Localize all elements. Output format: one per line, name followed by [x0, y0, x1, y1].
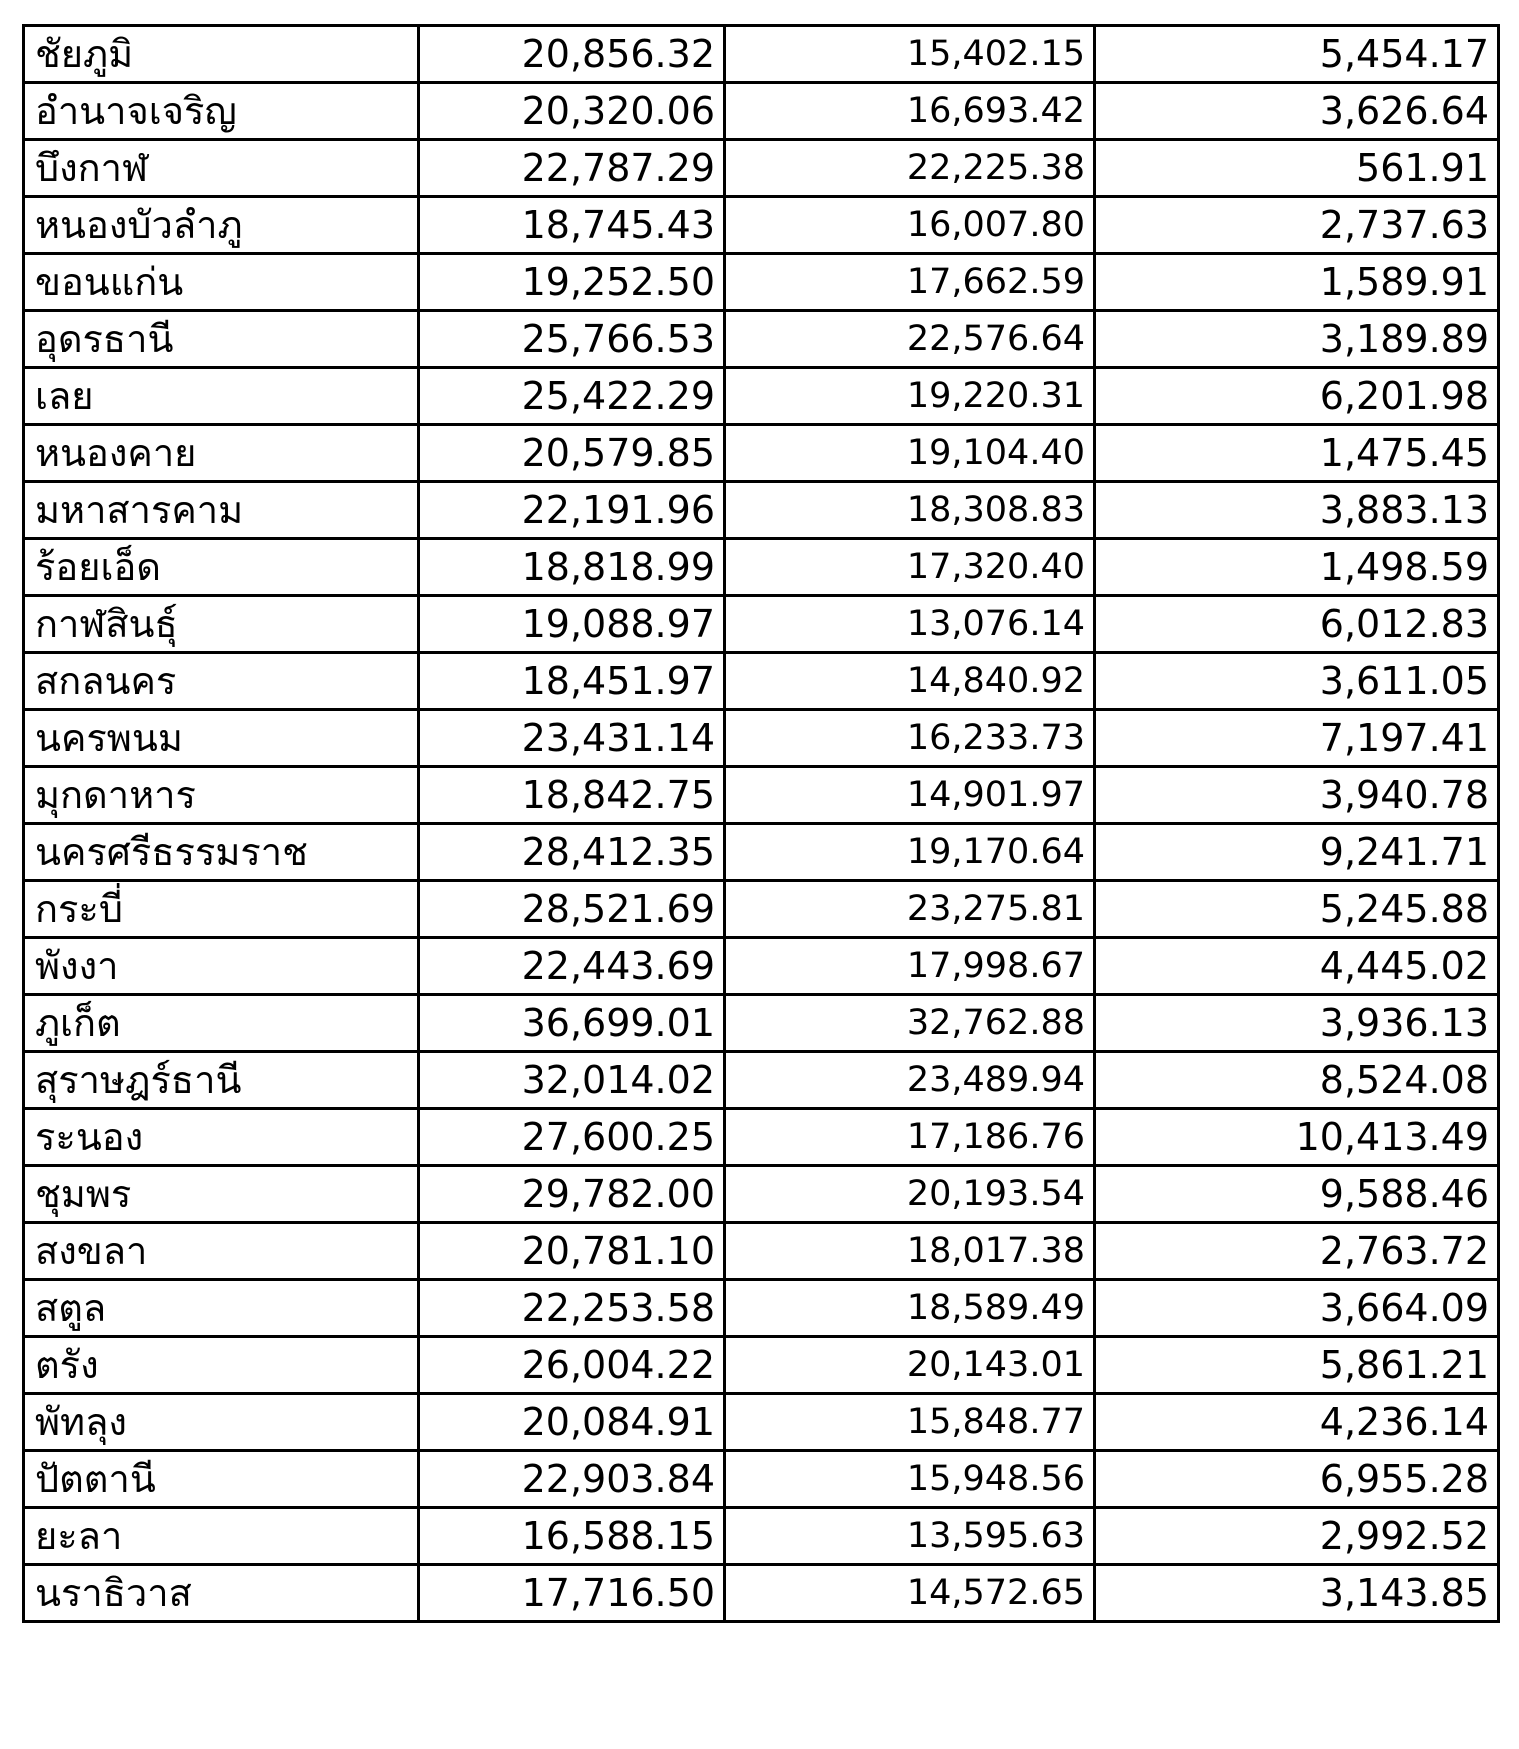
value-cell-3[interactable]: 7,197.41	[1095, 710, 1499, 767]
value-cell-1[interactable]: 25,422.29	[419, 368, 725, 425]
value-cell-2[interactable]: 17,662.59	[725, 254, 1095, 311]
table-body	[24, 26, 1499, 1622]
value-cell-1[interactable]: 19,252.50	[419, 254, 725, 311]
province-cell[interactable]: ยะลา	[24, 1508, 419, 1565]
table-row	[24, 767, 1499, 824]
province-cell[interactable]: อำนาจเจริญ	[24, 83, 419, 140]
value-cell-1[interactable]: 16,588.15	[419, 1508, 725, 1565]
table-row	[24, 596, 1499, 653]
province-cell[interactable]: สกลนคร	[24, 653, 419, 710]
value-cell-2[interactable]: 13,595.63	[725, 1508, 1095, 1565]
table-row	[24, 938, 1499, 995]
value-cell-3[interactable]: 2,737.63	[1095, 197, 1499, 254]
value-cell-2[interactable]: 15,948.56	[725, 1451, 1095, 1508]
table-row	[24, 881, 1499, 938]
value-cell-1[interactable]: 22,191.96	[419, 482, 725, 539]
province-cell[interactable]: นครศรีธรรมราช	[24, 824, 419, 881]
value-cell-3[interactable]: 3,626.64	[1095, 83, 1499, 140]
province-cell[interactable]: สงขลา	[24, 1223, 419, 1280]
table-row	[24, 1166, 1499, 1223]
value-cell-2[interactable]: 23,275.81	[725, 881, 1095, 938]
value-cell-1[interactable]: 18,745.43	[419, 197, 725, 254]
province-cell[interactable]: นครพนม	[24, 710, 419, 767]
value-cell-2[interactable]: 15,402.15	[725, 26, 1095, 83]
value-cell-3[interactable]: 3,143.85	[1095, 1565, 1499, 1622]
table-row	[24, 1394, 1499, 1451]
value-cell-2[interactable]: 20,143.01	[725, 1337, 1095, 1394]
value-cell-1[interactable]: 26,004.22	[419, 1337, 725, 1394]
value-cell-3[interactable]: 1,475.45	[1095, 425, 1499, 482]
table-row	[24, 254, 1499, 311]
province-cell[interactable]: ชุมพร	[24, 1166, 419, 1223]
value-cell-1[interactable]: 17,716.50	[419, 1565, 725, 1622]
value-cell-3[interactable]: 2,763.72	[1095, 1223, 1499, 1280]
province-cell[interactable]: มหาสารคาม	[24, 482, 419, 539]
value-cell-2[interactable]: 18,308.83	[725, 482, 1095, 539]
province-cell[interactable]: หนองบัวลำภู	[24, 197, 419, 254]
province-cell[interactable]: สตูล	[24, 1280, 419, 1337]
value-cell-1[interactable]: 20,579.85	[419, 425, 725, 482]
value-cell-1[interactable]: 28,521.69	[419, 881, 725, 938]
province-cell[interactable]: เลย	[24, 368, 419, 425]
value-cell-1[interactable]: 23,431.14	[419, 710, 725, 767]
value-cell-3[interactable]: 5,454.17	[1095, 26, 1499, 83]
value-cell-3[interactable]: 3,189.89	[1095, 311, 1499, 368]
table-row	[24, 1109, 1499, 1166]
province-cell[interactable]: หนองคาย	[24, 425, 419, 482]
value-cell-3[interactable]: 561.91	[1095, 140, 1499, 197]
value-cell-1[interactable]: 18,451.97	[419, 653, 725, 710]
table-row	[24, 1451, 1499, 1508]
value-cell-2[interactable]: 32,762.88	[725, 995, 1095, 1052]
value-cell-2[interactable]: 19,104.40	[725, 425, 1095, 482]
value-cell-3[interactable]: 9,241.71	[1095, 824, 1499, 881]
value-cell-1[interactable]: 18,818.99	[419, 539, 725, 596]
value-cell-2[interactable]: 14,901.97	[725, 767, 1095, 824]
province-cell[interactable]: ตรัง	[24, 1337, 419, 1394]
value-cell-3[interactable]: 2,992.52	[1095, 1508, 1499, 1565]
value-cell-3[interactable]: 1,589.91	[1095, 254, 1499, 311]
province-cell[interactable]: ขอนแก่น	[24, 254, 419, 311]
table-row	[24, 26, 1499, 83]
value-cell-3[interactable]: 6,201.98	[1095, 368, 1499, 425]
value-cell-1[interactable]: 19,088.97	[419, 596, 725, 653]
value-cell-3[interactable]: 4,236.14	[1095, 1394, 1499, 1451]
province-cell[interactable]: พังงา	[24, 938, 419, 995]
value-cell-1[interactable]: 20,084.91	[419, 1394, 725, 1451]
province-cell[interactable]: ระนอง	[24, 1109, 419, 1166]
value-cell-1[interactable]: 29,782.00	[419, 1166, 725, 1223]
value-cell-1[interactable]: 22,443.69	[419, 938, 725, 995]
table-row	[24, 539, 1499, 596]
province-cell[interactable]: ร้อยเอ็ด	[24, 539, 419, 596]
value-cell-2[interactable]: 23,489.94	[725, 1052, 1095, 1109]
table-row	[24, 425, 1499, 482]
table-row	[24, 83, 1499, 140]
table-row	[24, 653, 1499, 710]
table-row	[24, 995, 1499, 1052]
table-row	[24, 197, 1499, 254]
table-row	[24, 482, 1499, 539]
province-cell[interactable]: กาฬสินธุ์	[24, 596, 419, 653]
value-cell-1[interactable]: 27,600.25	[419, 1109, 725, 1166]
value-cell-2[interactable]: 20,193.54	[725, 1166, 1095, 1223]
province-cell[interactable]: นราธิวาส	[24, 1565, 419, 1622]
value-cell-2[interactable]: 14,572.65	[725, 1565, 1095, 1622]
value-cell-3[interactable]: 5,861.21	[1095, 1337, 1499, 1394]
value-cell-1[interactable]: 20,781.10	[419, 1223, 725, 1280]
value-cell-2[interactable]: 17,998.67	[725, 938, 1095, 995]
value-cell-3[interactable]: 8,524.08	[1095, 1052, 1499, 1109]
value-cell-1[interactable]: 22,787.29	[419, 140, 725, 197]
value-cell-2[interactable]: 18,589.49	[725, 1280, 1095, 1337]
province-cell[interactable]: ภูเก็ต	[24, 995, 419, 1052]
value-cell-3[interactable]: 6,955.28	[1095, 1451, 1499, 1508]
value-cell-1[interactable]: 32,014.02	[419, 1052, 725, 1109]
value-cell-3[interactable]: 3,611.05	[1095, 653, 1499, 710]
value-cell-1[interactable]: 18,842.75	[419, 767, 725, 824]
value-cell-1[interactable]: 28,412.35	[419, 824, 725, 881]
table-row	[24, 1565, 1499, 1622]
table-row	[24, 1508, 1499, 1565]
value-cell-3[interactable]: 10,413.49	[1095, 1109, 1499, 1166]
value-cell-3[interactable]: 4,445.02	[1095, 938, 1499, 995]
value-cell-1[interactable]: 20,856.32	[419, 26, 725, 83]
value-cell-1[interactable]: 22,903.84	[419, 1451, 725, 1508]
value-cell-2[interactable]: 19,220.31	[725, 368, 1095, 425]
province-cell[interactable]: มุกดาหาร	[24, 767, 419, 824]
table-row	[24, 368, 1499, 425]
value-cell-2[interactable]: 17,320.40	[725, 539, 1095, 596]
value-cell-2[interactable]: 17,186.76	[725, 1109, 1095, 1166]
value-cell-2[interactable]: 18,017.38	[725, 1223, 1095, 1280]
value-cell-2[interactable]: 16,007.80	[725, 197, 1095, 254]
value-cell-3[interactable]: 3,936.13	[1095, 995, 1499, 1052]
value-cell-1[interactable]: 25,766.53	[419, 311, 725, 368]
province-cell[interactable]: ชัยภูมิ	[24, 26, 419, 83]
table-row	[24, 1052, 1499, 1109]
value-cell-3[interactable]: 3,940.78	[1095, 767, 1499, 824]
value-cell-3[interactable]: 9,588.46	[1095, 1166, 1499, 1223]
value-cell-2[interactable]: 22,576.64	[725, 311, 1095, 368]
value-cell-3[interactable]: 1,498.59	[1095, 539, 1499, 596]
value-cell-2[interactable]: 13,076.14	[725, 596, 1095, 653]
value-cell-3[interactable]: 6,012.83	[1095, 596, 1499, 653]
value-cell-2[interactable]: 16,693.42	[725, 83, 1095, 140]
value-cell-3[interactable]: 5,245.88	[1095, 881, 1499, 938]
province-cell[interactable]: บึงกาฬ	[24, 140, 419, 197]
province-cell[interactable]: อุดรธานี	[24, 311, 419, 368]
value-cell-1[interactable]: 36,699.01	[419, 995, 725, 1052]
table-row	[24, 1280, 1499, 1337]
table-row	[24, 710, 1499, 767]
value-cell-2[interactable]: 19,170.64	[725, 824, 1095, 881]
province-cell[interactable]: สุราษฎร์ธานี	[24, 1052, 419, 1109]
data-table	[22, 24, 1500, 1623]
table-row	[24, 824, 1499, 881]
table-row	[24, 311, 1499, 368]
province-cell[interactable]: พัทลุง	[24, 1394, 419, 1451]
province-cell[interactable]: กระบี่	[24, 881, 419, 938]
value-cell-3[interactable]: 3,664.09	[1095, 1280, 1499, 1337]
value-cell-3[interactable]: 3,883.13	[1095, 482, 1499, 539]
value-cell-1[interactable]: 22,253.58	[419, 1280, 725, 1337]
value-cell-1[interactable]: 20,320.06	[419, 83, 725, 140]
table-row	[24, 1337, 1499, 1394]
table-row	[24, 140, 1499, 197]
table-row	[24, 1223, 1499, 1280]
province-cell[interactable]: ปัตตานี	[24, 1451, 419, 1508]
value-cell-2[interactable]: 14,840.92	[725, 653, 1095, 710]
value-cell-2[interactable]: 15,848.77	[725, 1394, 1095, 1451]
value-cell-2[interactable]: 16,233.73	[725, 710, 1095, 767]
value-cell-2[interactable]: 22,225.38	[725, 140, 1095, 197]
